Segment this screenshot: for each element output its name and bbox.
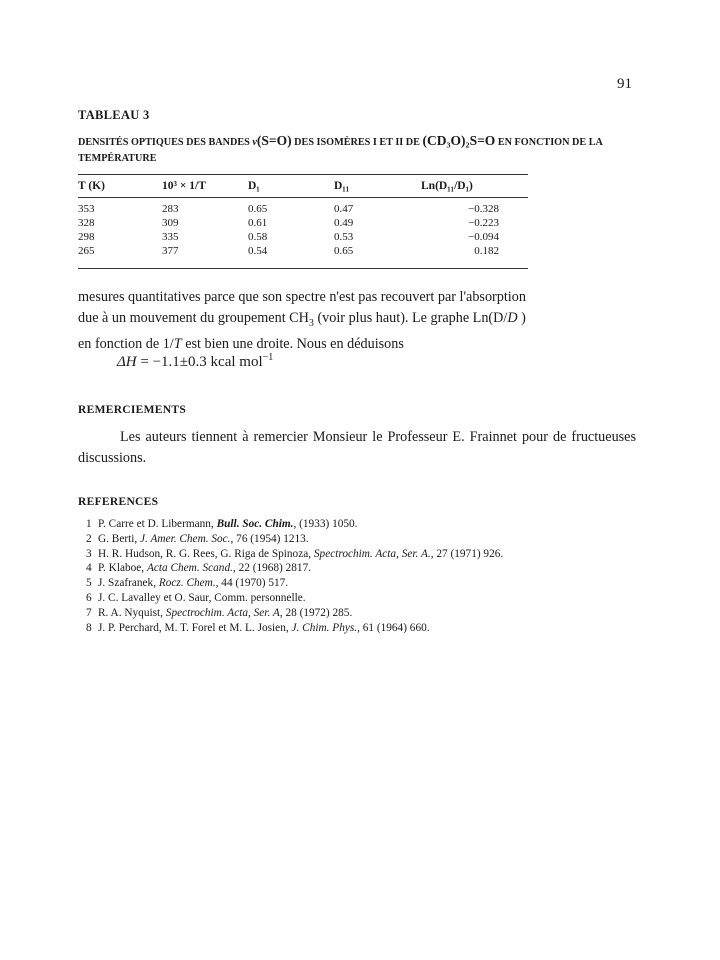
table-cell: 0.58 [248,231,268,243]
table-caption [78,133,638,167]
table-cell: 298 [78,231,95,243]
body-paragraph [78,287,636,355]
table-cell: −0.094 [468,231,499,243]
caption-bond: (S=O) [256,133,292,148]
body-subscript: 3 [308,317,314,329]
caption-part-1: DENSITÉS OPTIQUES DES BANDES [78,137,253,148]
body-text-fragment: est bien une droite. Nous en déduisons [181,335,404,352]
table-cell: 283 [162,203,179,215]
header-inverse-temperature: 10³ × 1/T [162,180,206,192]
body-text-fragment: ) [517,310,526,326]
reference-item [86,532,646,547]
reference-authors: G. Berti, [98,532,141,545]
table-cell: 353 [78,203,95,215]
table-header-rule [78,197,528,198]
reference-number: 1 [86,518,92,530]
reference-item [86,606,646,621]
reference-item [86,576,646,591]
reference-number: 8 [86,621,92,634]
reference-rest: , 22 (1968) 2817. [232,562,312,575]
references-heading: REFERENCES [78,496,159,508]
reference-journal: J. Amer. Chem. Soc. [140,532,231,545]
table-cell: −0.328 [468,203,499,215]
enthalpy-equation [117,352,273,371]
reference-number: 4 [86,562,92,575]
reference-rest: , 61 (1964) 660. [357,621,430,634]
body-line-1: mesures quantitatives parce que son spectre n'est pas recouvert par l'absorption [78,289,526,305]
reference-authors: P. Klaboe, [98,562,147,575]
reference-authors: P. Carre et D. Libermann, [98,518,217,530]
reference-journal: Bull. Soc. Chim. [216,518,294,530]
body-text-fragment: (voir plus haut). Le graphe Ln(D/ [313,310,508,326]
table-cell: 0.65 [248,203,268,215]
table-cell: 0.65 [334,245,354,257]
reference-number: 6 [86,591,92,604]
body-italic-fragment: D [507,310,518,326]
table-cell: 335 [162,231,179,243]
reference-item [86,621,646,636]
header-ln-ratio: Ln(D₁₁/D₁) [421,180,473,192]
reference-authors: J. P. Perchard, M. T. Forel et M. L. Josien, [98,621,292,634]
table-top-rule [78,174,528,175]
table-cell: −0.223 [468,217,499,229]
caption-part-3: DES ISOMÈRES I ET II DE [291,137,423,148]
reference-rest: , 76 (1954) 1213. [230,532,309,545]
reference-authors: J. Szafranek, [98,577,159,590]
table-cell: 328 [78,217,95,229]
table-bottom-rule [78,268,528,269]
reference-authors: H. R. Hudson, R. G. Rees, G. Riga de Spinoza, [98,547,314,560]
reference-number: 7 [86,606,92,619]
equation-rhs: = −1.1±0.3 kcal mol [136,354,263,370]
reference-item [86,517,646,532]
table-cell: 0.54 [248,245,268,257]
equation-lhs: ΔH [117,354,137,370]
reference-journal: J. Chim. Phys. [291,621,358,634]
reference-authors: J. C. Lavalley et O. Saur, Comm. personnelle. [98,591,306,604]
reference-journal: Rocz. Chem. [158,577,216,590]
table-cell: 265 [78,245,95,257]
table-cell: 0.47 [334,203,354,215]
acknowledgements-heading: REMERCIEMENTS [78,404,187,416]
reference-list [86,517,646,635]
table-label: TABLEAU 3 [78,108,150,122]
page-number: 91 [617,76,632,92]
table-cell: 309 [162,217,179,229]
header-temperature: T (K) [78,180,105,192]
caption-nu: ν [252,137,257,148]
table-cell: 0.182 [474,245,499,257]
table-cell: 0.61 [248,217,268,229]
reference-number: 2 [86,532,92,545]
reference-journal: Spectrochim. Acta, Ser. A. [313,547,431,560]
reference-rest: , 44 (1970) 517. [215,577,289,590]
reference-item [86,561,646,576]
reference-number: 3 [86,547,92,560]
body-line-2 [78,308,636,334]
table-cell: 377 [162,245,179,257]
reference-item [86,547,646,562]
acknowledgements-text: Les auteurs tiennent à remercier Monsieur le Professeur E. Frainnet pour de fructueuses discussions. [78,429,636,466]
body-italic-fragment: T [173,335,182,352]
header-d2: D₁₁ [334,180,350,192]
reference-rest: , (1933) 1050. [293,518,358,530]
body-text-fragment: due à un mouvement du groupement CH [78,310,309,326]
reference-number: 5 [86,577,92,590]
reference-journal: Spectrochim. Acta, Ser. A [165,606,280,619]
table-cell: 0.49 [334,217,354,229]
body-text-fragment: en fonction de 1/ [78,335,174,352]
reference-rest: , 28 (1972) 285. [279,606,353,619]
caption-part-4: EN FONCTION DE LA TEMPÉRATURE [78,137,603,164]
caption-formula: (CD₃O)₂S=O [422,133,496,148]
reference-rest: , 27 (1971) 926. [430,547,504,560]
header-d1: D₁ [248,180,260,192]
reference-item [86,591,646,606]
table-cell: 0.53 [334,231,354,243]
reference-authors: R. A. Nyquist, [98,606,166,619]
reference-journal: Acta Chem. Scand. [146,562,233,575]
equation-exponent: −1 [262,352,274,363]
